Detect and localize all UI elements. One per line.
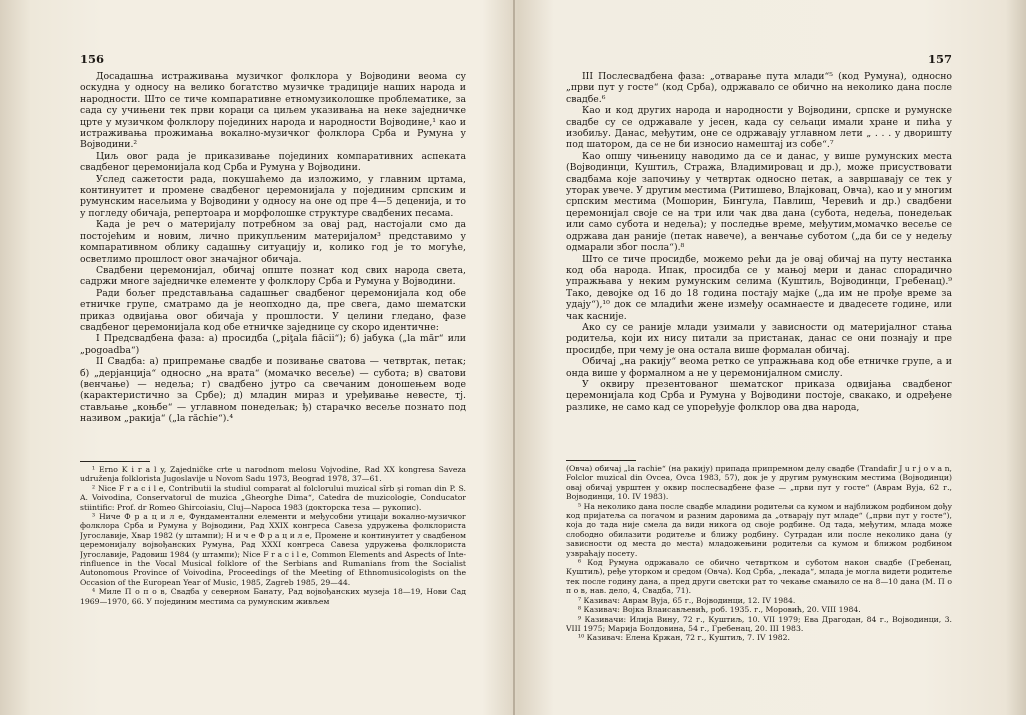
footnote: ⁶ Код Румуна одржавало се обично четвртком и суботом након свадбе (Гребенац, Куштиљ), ређе уторком и средом (Овча). Код Срба, „лекада“, млада је могла видети родитеље тек после годину дана, а пред други светски рат то чекање смањило се на 8—10 дана (М. П о п о в, нав. дело, 4, Свадба, 71). bbox=[566, 558, 952, 596]
paragraph: Свадбени церемонијал, обичај опште познат код свих народа света, садржи многе заједничке елементе у фолклору Срба и Румуна у Војводини. bbox=[80, 264, 466, 288]
paragraph: Услед сажетости рада, покушаћемо да изложимо, у главним цртама, континуитет и промене свадбеног церемонијала у појединим српским и румунским насељима у Војводини у односу на оне од пре 4—5 деценија, и то у погледу обичаја, репертоара и морфолошке структуре свадбених песама. bbox=[80, 173, 466, 219]
main-text bbox=[566, 71, 952, 413]
paragraph: I Предсвадбена фаза: а) просидба („piţala fiăcii“); б) јабука („la măr“ или „pogoadba“) bbox=[80, 333, 466, 356]
paragraph: Обичај „на ракију“ веома ретко се упражњава код обе етничке групе, а и онда више у формалном а не у церемонијалном смислу. bbox=[566, 356, 952, 379]
footnote: (Овча) обичај „la rachie“ (на ракију) припада припремном делу свадбе (Trandafir J u r j o v a n, Folclor muzical din Ovcea, Ovca 1983, 57), док је у другим румунским местима (Војводинци) овај обичај уврштен у оквир послесвадбене фазе — „први пут у госте“ (Аврам Вуја, 62 г., Војводинци, 10. IV 1983). bbox=[566, 464, 952, 502]
footnote: ⁹ Казивачи: Илија Вину, 72 г., Куштиљ, 10. VII 1979; Ева Драгодан, 84 г., Војводинци, 3. VIII 1975; Марија Болдовина, 54 г., Гребенац, 20. III 1983. bbox=[566, 614, 952, 633]
footnote: ² Nice F r a c i l e, Contributii la studiul comparat al folclorului muzical sîrb şi roman din P. S. A. Voivodina, Conservatorul de muzica „Gheorghe Dima“, Catedra de muzicologie, Conducator stiintific: Prof. dr Romeo Ghircoiasiu, Cluj—Napoca 1983 (докторска теза — рукопис). bbox=[80, 483, 466, 512]
footnote-divider bbox=[80, 461, 150, 462]
paragraph: Ради бољег представљања садашњег свадбеног церемонијала код обе етничке групе, сматрамо да је неопходно да, пре свега, дамо шематски приказ одвијања овог обичаја у прошлости. У целини гледано, фазе свадбеног церемонијала код обе етничке заједнице су скоро идентичне: bbox=[80, 287, 466, 333]
book-gutter bbox=[513, 0, 515, 715]
page-number: 157 bbox=[927, 52, 952, 66]
paragraph: Ако су се раније млади узимали у зависности од материјалног стања родитеља, који их нису питали за пристанак, данас се они познају и пре просидбе, при чему је она остала више формалан обичај. bbox=[566, 321, 952, 356]
right-page bbox=[566, 0, 952, 715]
paragraph: Досадашња истраживања музичког фолклора у Војводини веома су оскудна у односу на велико богатство музичке традиције наших народа и народности. Што се тиче компаративне етномузиколошке проблематике, за сада су учињени тек први кораци са циљем указивања на неке заједничке црте у музичком фолклору појединих народа и народности Војводине,¹ као и истраживања прожимања вокално-музичког фолклора Срба и Румуна у Војводини.² bbox=[80, 71, 466, 151]
footnote-divider bbox=[566, 460, 636, 461]
footnote: ¹⁰ Казивач: Елена Кржан, 72 г., Куштиљ, 7. IV 1982. bbox=[578, 633, 790, 643]
paragraph: II Свадба: а) припремање свадбе и позивање сватова — четвртак, петак; б) „дерјанција“ односно „на врата“ (момачко весеље) — субота; в) сватови (венчање) — недеља; г) свадбено јутро са свечаним доношењем воде (карактеристично за Србе); д) младин мираз и уређивање невесте, тј. стављање „коњбе“ — углавном понедељак; ђ) старачко весеље познато под називом „ракија“ („la răchie“).⁴ bbox=[80, 356, 466, 425]
paragraph: Када је реч о материјалу потребном за овај рад, настојали смо да постојећим и новим, лично прикупљеним материјалом³ представимо у компаративном облику садашњу ситуацију и, колико год је то могуће, осветлимо прошлост овог значајног обичаја. bbox=[80, 219, 466, 265]
paragraph: У оквиру презентованог шематског приказа одвијања свадбеног церемонијала код Срба и Румуна у Војводини постоје, свакако, и одређене разлике, не само кад се упоређује фолклор ова два народа, bbox=[566, 378, 952, 413]
paragraph: Као и код других народа и народности у Војводини, српске и румунске свадбе су се одржавале у јесен, када су сељаци имали хране и пића у изобиљу. Данас, међутим, оне се одржавају углавном лети „ . . . у дворишту под шатором, да се не би износио намештај из собе“.⁷ bbox=[566, 105, 952, 151]
left-page bbox=[80, 0, 466, 715]
footnote: ⁷ Казивач: Аврам Вуја, 65 г., Војводинци, 12. IV 1984. bbox=[578, 595, 796, 605]
page-number: 156 bbox=[80, 52, 105, 66]
main-text bbox=[80, 71, 466, 425]
footnote: ¹ Erno K i r a l y, Zajedničke crte u narodnom melosu Vojvodine, Rad XX kongresa Saveza udruženja folklorista Jugoslavije u Novom Sadu 1973, Beograd 1978, 37—61. bbox=[80, 465, 466, 484]
footnotes bbox=[80, 465, 466, 606]
footnote: ⁴ Миле П о п о в, Свадба у северном Банату, Рад војвођанских музеја 18—19, Нови Сад 1969—1970, 66. У појединим местима са румунским живљем bbox=[80, 587, 466, 606]
footnote: ³ Ниче Ф р а ц и л е, Фундаментални елементи и међусобни утицаји вокално-музичког фолклора Срба и Румуна у Војводини, Рад XXIX конгреса Савеза удружења фолклориста Југославије, Хвар 1982 (у штампи); Н и ч е Ф р а ц и л е, Промене и континуитет у свадбеном церемонијалу војвођанских Румуна, Рад XXXI конгреса Савеза удружења фолклориста Југославије, Радовиш 1984 (у штампи); Nice F r a c i l e, Common Elements and Aspects of Interinfluence in the Vocal Musical folklore of the Serbians and Rumanians from the Socialist Autonomous Province of Voivodina, Proceedings of the Meeting of Ethnomusicologists on the Occasion of the European Year of Music, 1985, Zagreb 1985, 29—44. bbox=[80, 512, 466, 587]
footnote: ⁸ Казивач: Војка Влаисављевић, роб. 1935. г., Моровић, 20. VIII 1984. bbox=[578, 605, 861, 615]
footnote: ⁵ На неколико дана после свадбе младини родитељи са кумом и најближом родбином дођу код пријатеља са погачом и разним даровима да „отварају пут младе“ („први пут у госте“), која до тада није смела да види никога од своје родбине. Од тада, међутим, млада може слободно обилазити родитеље и ближу родбину. Сутрадан или после неколико дана (у зависности од места до места) младожењини родитељи са кумом и ближом родбином узвраћају посету. bbox=[566, 501, 952, 558]
paragraph: Циљ овог рада је приказивање појединих компаративних аспеката свадбеног церемонијала код Срба и Румуна у Војводини. bbox=[80, 150, 466, 174]
footnotes bbox=[566, 464, 952, 643]
paragraph: Што се тиче просидбе, можемо рећи да је овај обичај на путу нестанка код оба народа. Ипак, просидба се у мањој мери и данас спорадично упражњава у неким румунским селима (Куштиљ, Војводинци, Гребенац).⁹ Тако, девојке од 16 до 18 година постају мајке („да им не прође време за удају“),¹⁰ док се младићи жене између осамнаесте и двадесете године, или чак касније. bbox=[566, 253, 952, 322]
paragraph: Као опшу чињеницу наводимо да се и данас, у више румунских места (Војводинци, Куштиљ, Стража, Владимировац и др.), може присуствовати свадбама које започињу у четвртак односно петак, а завршавају се тек у уторак увече. У другим местима (Ритишево, Влајковац, Овча), као и у многим српским местима (Мошорин, Бингула, Павлиш, Черевић и др.) свадбени церемонијал своје се на три или чак два дана (субота, недеља, понедељак или само субота и недеља); у последње време, међутим,момачко весеље се одржава дан раније (петак навече), а венчање суботом („да би се у недељу одмарали због посла“).⁸ bbox=[566, 150, 952, 254]
paragraph: III Послесвадбена фаза: „отварање пута млади“⁵ (код Румуна), односно „први пут у госте“ (код Срба), одржавало се обично на неколико дана после свадбе.⁶ bbox=[566, 71, 952, 105]
